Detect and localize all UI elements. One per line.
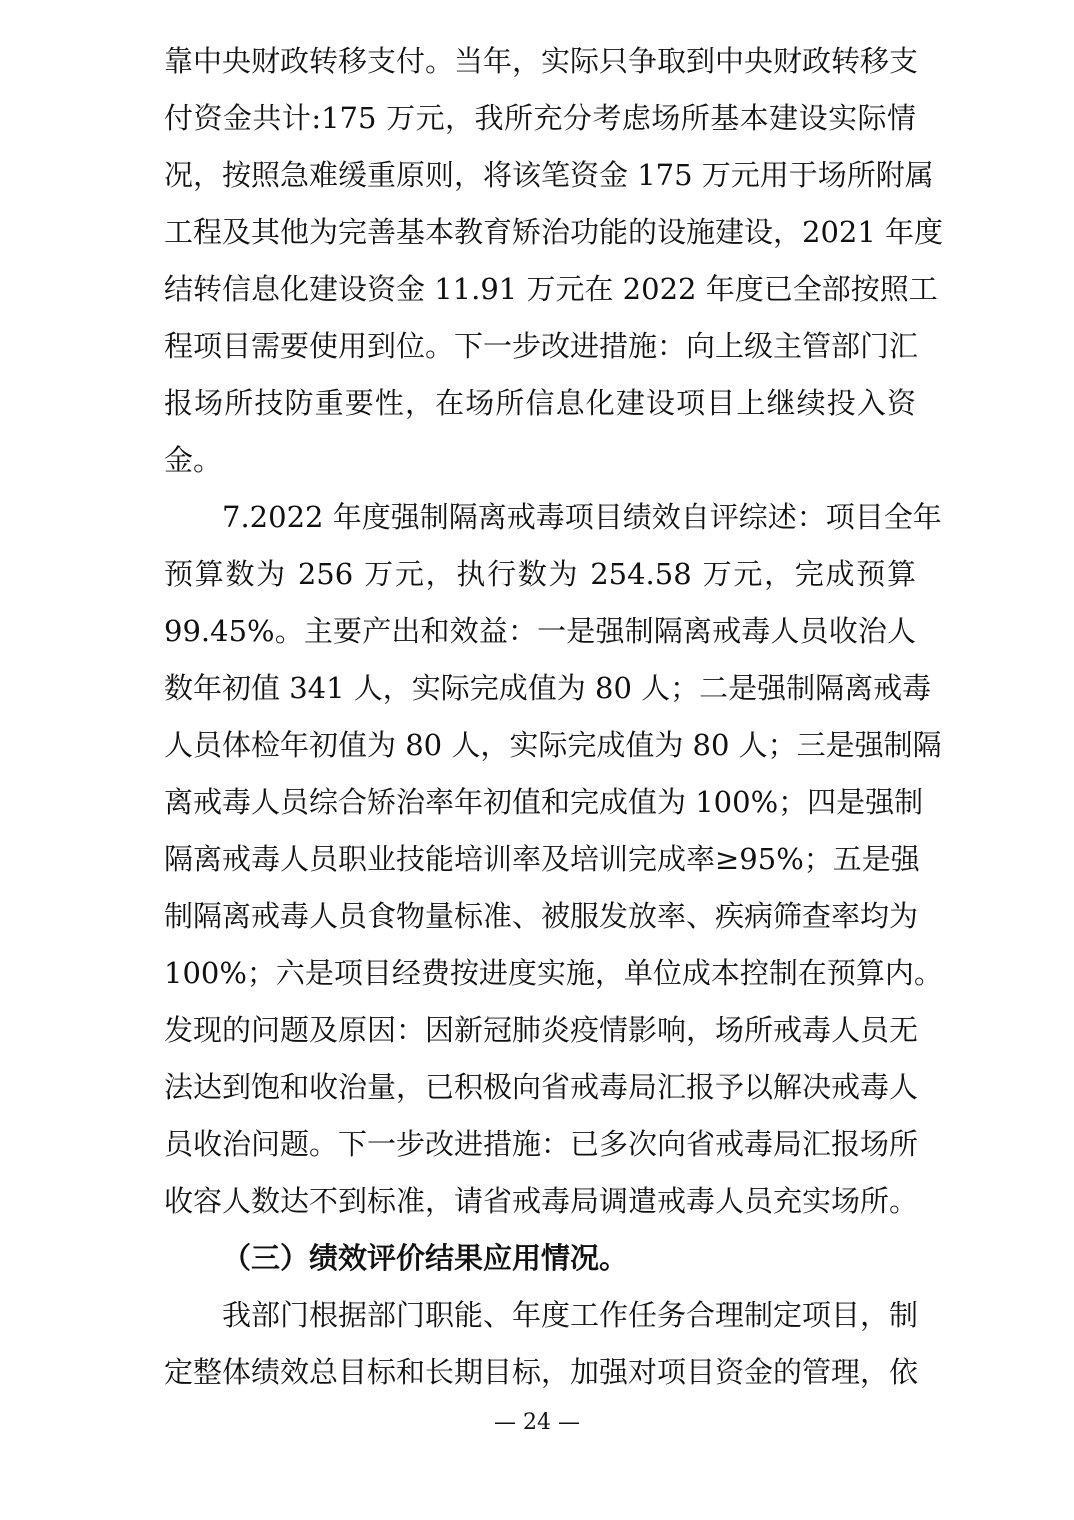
text-line: 员收治问题。下一步改进措施：已多次向省戒毒局汇报场所: [164, 1127, 919, 1161]
text-line: 数年初值 341 人，实际完成值为 80 人；二是强制隔离戒毒: [164, 671, 932, 705]
paragraph-start-line: 7.2022 年度强制隔离戒毒项目绩效自评综述：项目全年: [222, 500, 942, 534]
page-number: — 24 —: [494, 1410, 580, 1435]
text-line: 预算数为 256 万元，执行数为 254.58 万元，完成预算: [164, 557, 916, 591]
text-line: 人员体检年初值为 80 人，实际完成值为 80 人；三是强制隔: [164, 728, 942, 762]
text-line: 100%；六是项目经费按进度实施，单位成本控制在预算内。: [164, 956, 943, 990]
body-text: [164, 33, 944, 1401]
text-line: 99.45%。主要产出和效益：一是强制隔离戒毒人员收治人: [164, 614, 916, 648]
text-line: 发现的问题及原因：因新冠肺炎疫情影响，场所戒毒人员无: [164, 1013, 919, 1047]
text-line: 工程及其他为完善基本教育矫治功能的设施建设，2021 年度: [164, 215, 944, 249]
text-line: 付资金共计:175 万元，我所充分考虑场所基本建设实际情: [164, 101, 916, 135]
text-line: 收容人数达不到标准，请省戒毒局调遣戒毒人员充实场所。: [164, 1184, 919, 1218]
section-heading: （三）绩效评价结果应用情况。: [222, 1241, 629, 1275]
text-line: 况，按照急难缓重原则，将该笔资金 175 万元用于场所附属: [164, 158, 934, 192]
text-line: 结转信息化建设资金 11.91 万元在 2022 年度已全部按照工: [164, 272, 938, 306]
text-line: 报场所技防重要性，在场所信息化建设项目上继续投入资: [164, 386, 916, 420]
text-line: 制隔离戒毒人员食物量标准、被服发放率、疾病筛查率均为: [164, 899, 919, 933]
text-line: 隔离戒毒人员职业技能培训率及培训完成率≥95%；五是强: [164, 842, 920, 876]
text-line: 金。: [164, 443, 223, 477]
text-line: 离戒毒人员综合矫治率年初值和完成值为 100%；四是强制: [164, 785, 924, 819]
text-line: 程项目需要使用到位。下一步改进措施：向上级主管部门汇: [164, 329, 919, 363]
paragraph-start-line: 我部门根据部门职能、年度工作任务合理制定项目，制: [222, 1298, 919, 1332]
text-line: 法达到饱和收治量，已积极向省戒毒局汇报予以解决戒毒人: [164, 1070, 919, 1104]
text-line: 定整体绩效总目标和长期目标，加强对项目资金的管理，依: [164, 1355, 919, 1389]
text-line: 靠中央财政转移支付。当年，实际只争取到中央财政转移支: [164, 44, 919, 78]
